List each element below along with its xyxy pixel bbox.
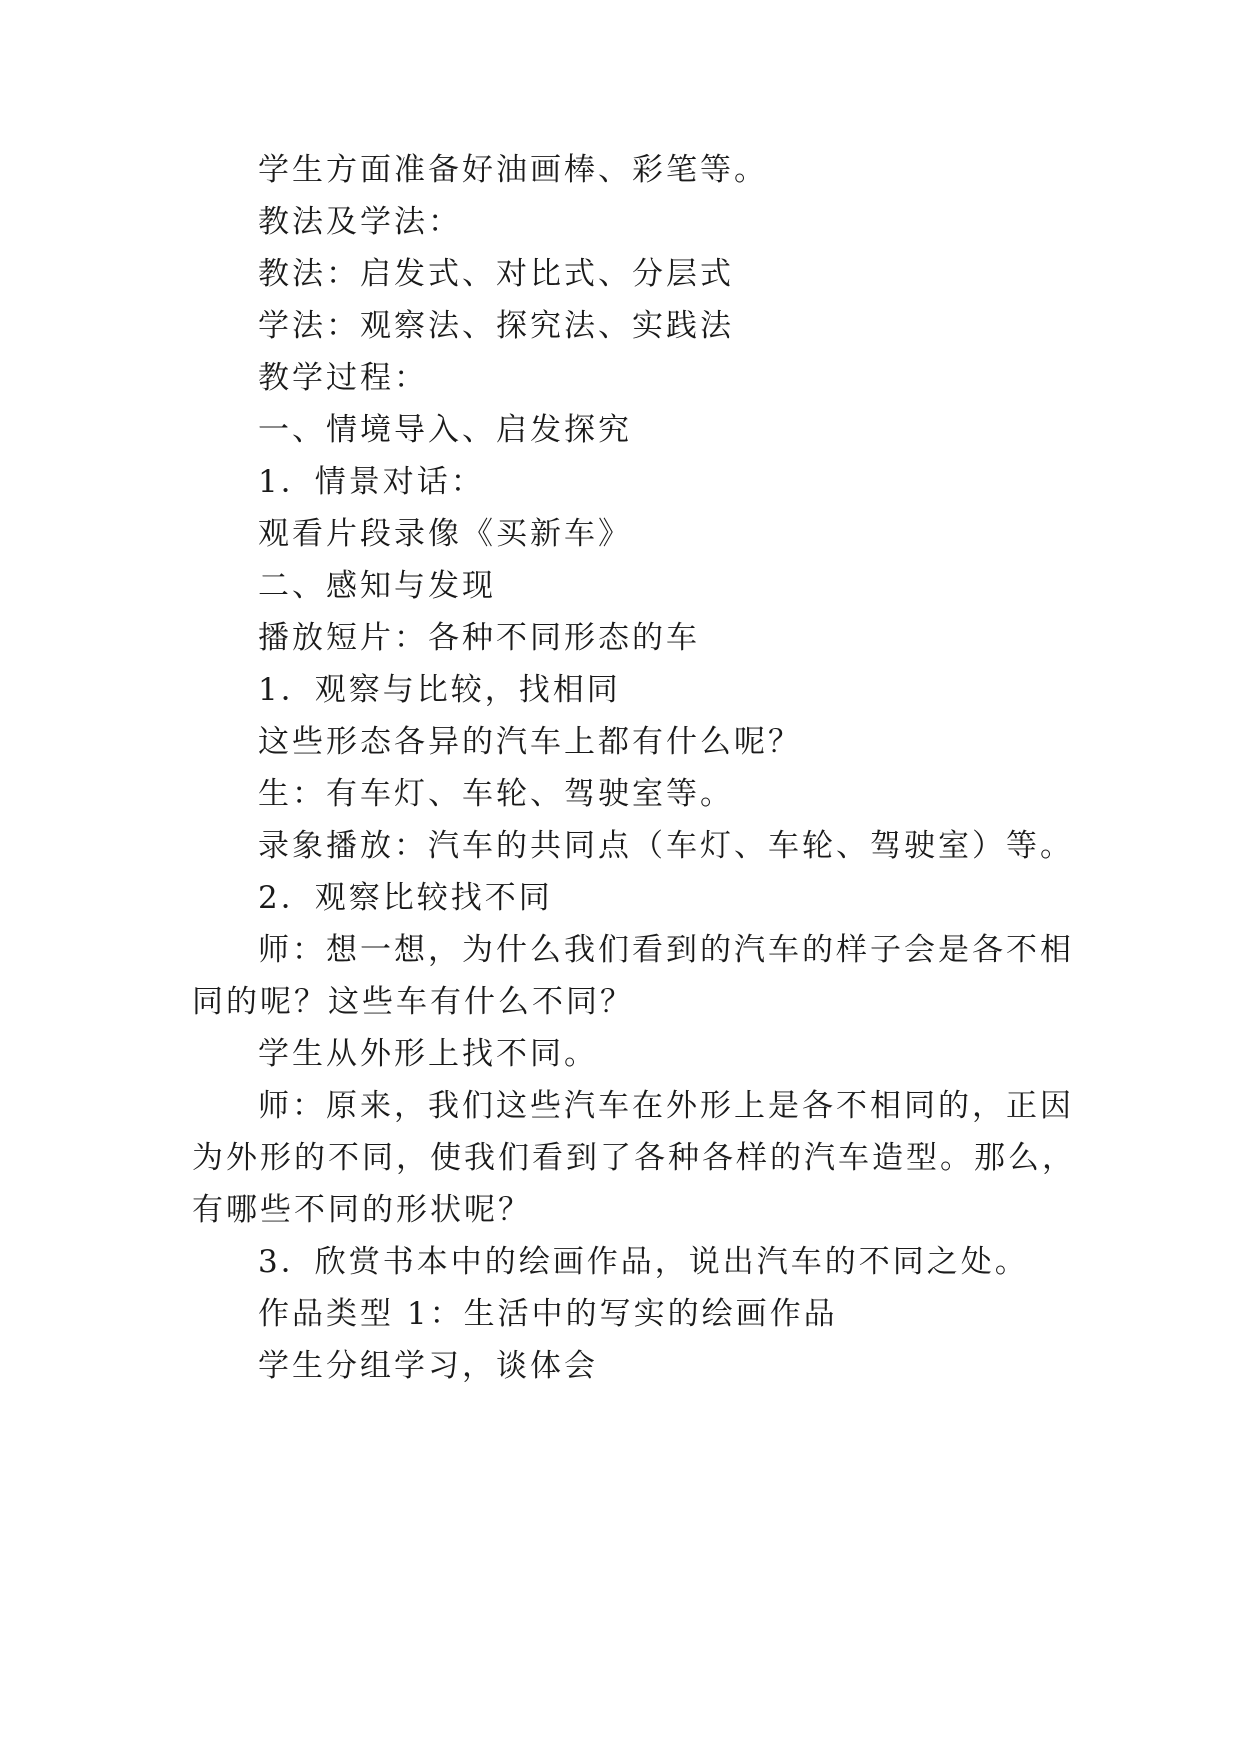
text-line: 师：想一想，为什么我们看到的汽车的样子会是各不相 [258,932,1074,968]
text-line: 有哪些不同的形状呢？ [192,1192,532,1228]
text-line: 为外形的不同，使我们看到了各种各样的汽车造型。那么， [192,1140,1076,1176]
text-line: 教学过程： [258,360,428,396]
text-line: 学生分组学习，谈体会 [258,1348,598,1384]
text-line: 这些形态各异的汽车上都有什么呢？ [258,724,802,760]
text-line: 3．欣赏书本中的绘画作品，说出汽车的不同之处。 [258,1244,1029,1280]
text-line: 一、情境导入、启发探究 [258,412,632,448]
text-line: 观看片段录像《买新车》 [258,516,632,552]
text-line: 教法及学法： [258,204,462,240]
text-line: 二、感知与发现 [258,568,496,604]
text-line: 学法：观察法、探究法、实践法 [258,308,734,344]
text-line: 录象播放：汽车的共同点（车灯、车轮、驾驶室）等。 [258,828,1074,864]
text-line: 作品类型 1：生活中的写实的绘画作品 [258,1296,838,1332]
text-line: 1．观察与比较，找相同 [258,672,621,708]
text-line: 学生从外形上找不同。 [258,1036,598,1072]
text-line: 教法：启发式、对比式、分层式 [258,256,734,292]
text-line: 同的呢？这些车有什么不同？ [192,984,634,1020]
text-line: 学生方面准备好油画棒、彩笔等。 [258,152,768,188]
text-line: 2．观察比较找不同 [258,880,553,916]
text-line: 播放短片：各种不同形态的车 [258,620,700,656]
text-line: 1．情景对话： [258,464,485,500]
text-line: 生：有车灯、车轮、驾驶室等。 [258,776,734,812]
text-line: 师：原来，我们这些汽车在外形上是各不相同的，正因 [258,1088,1074,1124]
